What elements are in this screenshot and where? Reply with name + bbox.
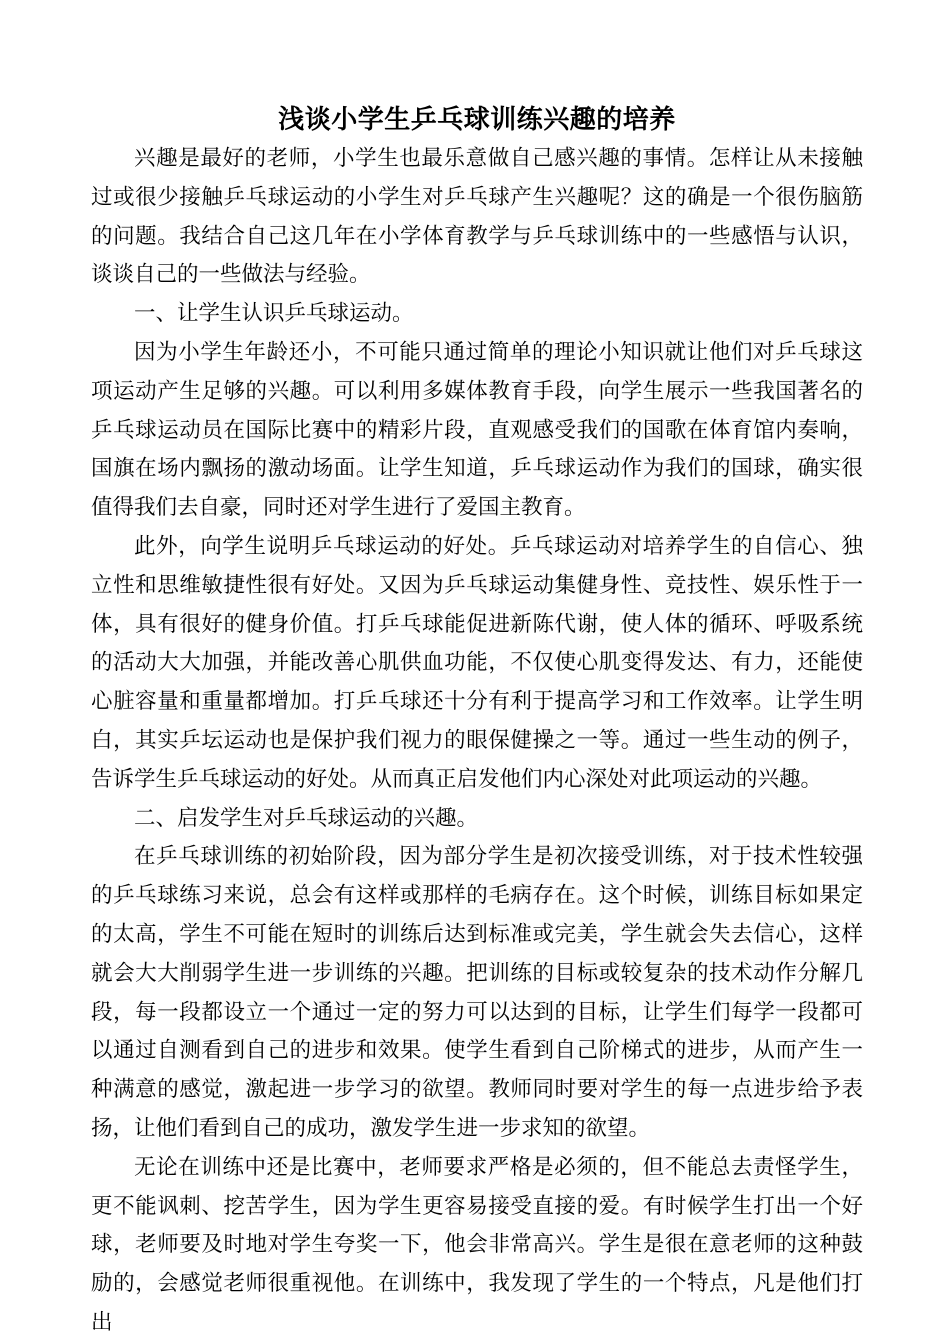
body-paragraph: 此外，向学生说明乒乓球运动的好处。乒乓球运动对培养学生的自信心、独立性和思维敏捷性很有好处。又因为乒乓球运动集健身性、竞技性、娱乐性于一体，具有很好的健身价值。打乒乓球能促进新陈代谢，使人体的循环、呼吸系统的活动大大加强，并能改善心肌供血功能，不仅使心肌变得发达、有力，还能使心脏容量和重量都增加。打乒乓球还十分有利于提高学习和工作效率。让学生明白，其实乒坛运动也是保护我们视力的眼保健操之一等。通过一些生动的例子，告诉学生乒乓球运动的好处。从而真正启发他们内心深处对此项运动的兴趣。 <box>91 533 863 792</box>
document-body <box>91 100 863 1343</box>
section-heading-2: 二、启发学生对乒乓球运动的兴趣。 <box>134 805 479 831</box>
body-paragraph: 无论在训练中还是比赛中，老师要求严格是必须的，但不能总去责怪学生，更不能讽刺、挖苦学生，因为学生更容易接受直接的爱。有时候学生打出一个好球，老师要及时地对学生夸奖一下，他会非常高兴。学生是很在意老师的这种鼓励的，会感觉老师很重视他。在训练中，我发现了学生的一个特点，凡是他们打出 <box>91 1154 863 1335</box>
intro-paragraph: 兴趣是最好的老师，小学生也最乐意做自己感兴趣的事情。怎样让从未接触过或很少接触乒乓球运动的小学生对乒乓球产生兴趣呢？这的确是一个很伤脑筋的问题。我结合自己这几年在小学体育教学与乒乓球训练中的一些感悟与认识，谈谈自己的一些做法与经验。 <box>91 146 863 288</box>
body-paragraph: 在乒乓球训练的初始阶段，因为部分学生是初次接受训练，对于技术性较强的乒乓球练习来说，总会有这样或那样的毛病存在。这个时候，训练目标如果定的太高，学生不可能在短时的训练后达到标准或完美，学生就会失去信心，这样就会大大削弱学生进一步训练的兴趣。把训练的目标或较复杂的技术动作分解几段，每一段都设立一个通过一定的努力可以达到的目标，让学生们每学一段都可以通过自测看到自己的进步和效果。使学生看到自己阶梯式的进步，从而产生一种满意的感觉，激起进一步学习的欲望。教师同时要对学生的每一点进步给予表扬，让他们看到自己的成功，激发学生进一步求知的欲望。 <box>91 844 863 1141</box>
document-title: 浅谈小学生乒乓球训练兴趣的培养 <box>278 105 676 135</box>
body-paragraph: 因为小学生年龄还小，不可能只通过简单的理论小知识就让他们对乒乓球这项运动产生足够的兴趣。可以利用多媒体教育手段，向学生展示一些我国著名的乒乓球运动员在国际比赛中的精彩片段，直观感受我们的国歌在体育馆内奏响，国旗在场内飘扬的激动场面。让学生知道，乒乓球运动作为我们的国球，确实很值得我们去自豪，同时还对学生进行了爱国主教育。 <box>91 339 863 521</box>
section-heading-1: 一、让学生认识乒乓球运动。 <box>134 301 414 327</box>
